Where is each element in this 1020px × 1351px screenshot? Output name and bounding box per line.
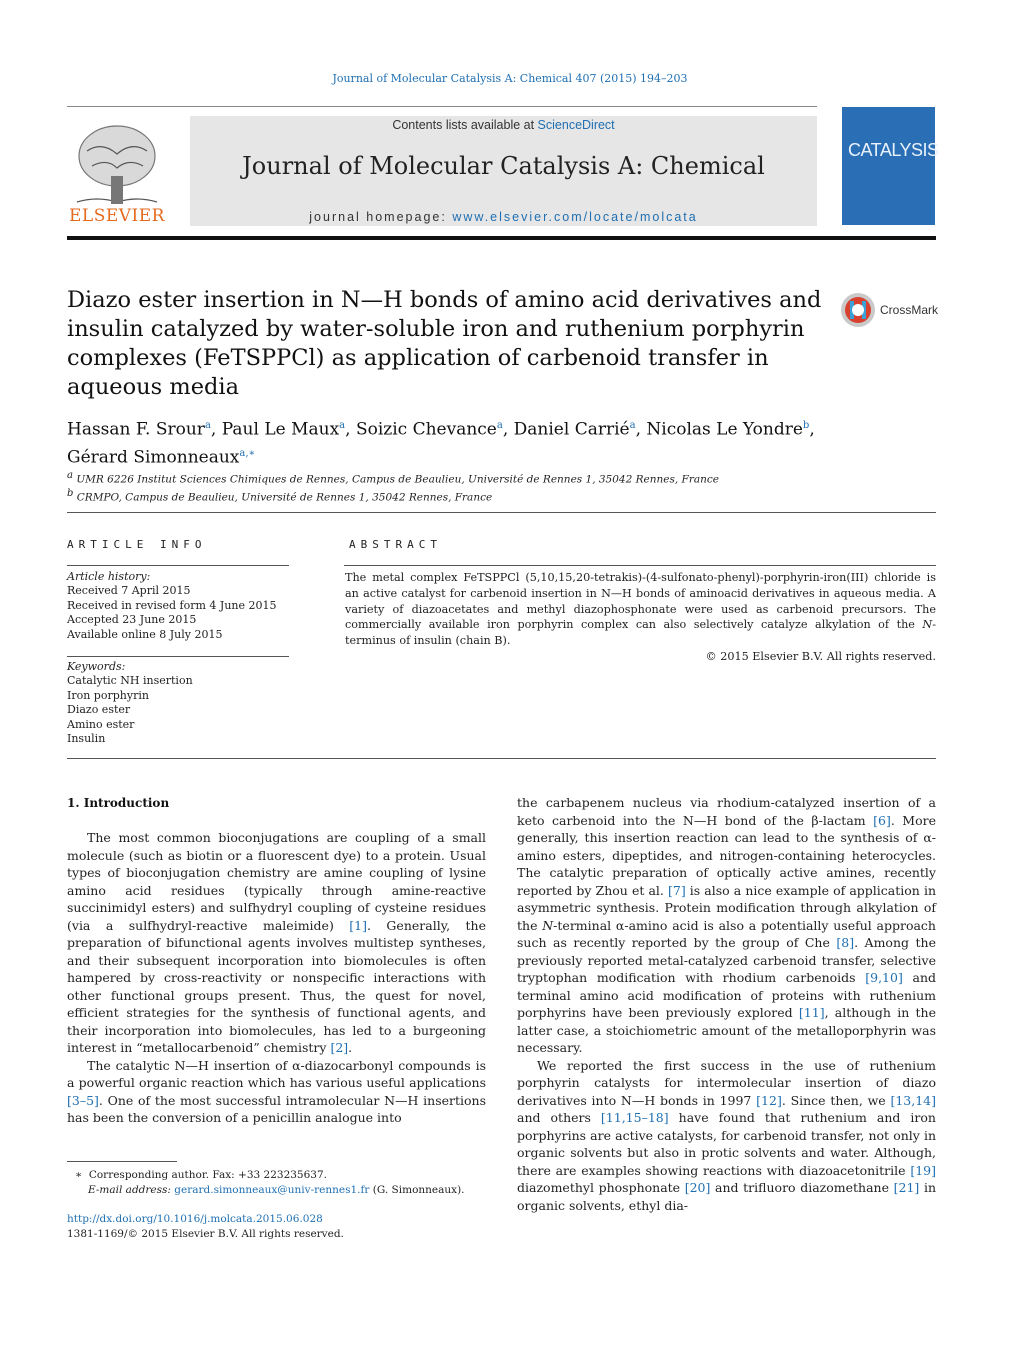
- citation-link[interactable]: [11]: [798, 1005, 825, 1020]
- abstract-italic: N: [922, 618, 933, 632]
- text: .: [348, 1040, 353, 1055]
- affiliation: [67, 469, 937, 487]
- citation-link[interactable]: [13,14]: [890, 1092, 936, 1108]
- email-line: [67, 1183, 486, 1198]
- keyword-items: [67, 674, 289, 746]
- paragraph: [517, 1057, 936, 1215]
- citation-link[interactable]: [3–5]: [67, 1092, 99, 1108]
- article-title: Diazo ester insertion in N—H bonds of amino acid derivatives and insulin catalyzed by water-soluble iron and ruthenium porphyrin complexes (FeTSPPCl) as application of carbenoid transfer in aqueous media: [67, 287, 822, 400]
- masthead-divider: [67, 236, 936, 240]
- email-suffix: (G. Simonneaux).: [369, 1183, 465, 1196]
- paragraph: [517, 794, 936, 1057]
- text: . Among the previously reported metal-catalyzed carbenoid transfer, selective tryptophan modification with rhodium carbenoids: [517, 935, 936, 985]
- doi-block: [67, 1212, 344, 1241]
- homepage-prefix: journal homepage:: [309, 210, 453, 224]
- history-item: Accepted 23 June 2015: [67, 613, 197, 627]
- citation-link[interactable]: [2]: [330, 1040, 349, 1055]
- email-link[interactable]: gerard.simonneaux@univ-rennes1.fr: [174, 1183, 370, 1196]
- author-separator: ,: [345, 419, 356, 440]
- author-name: Nicolas Le Yondre: [646, 419, 803, 440]
- text: -terminal α-amino acid is also a potentially useful approach such as recently reported by the group of Che: [517, 917, 936, 950]
- abstract-rule: [344, 565, 936, 566]
- author-list: [67, 414, 937, 469]
- author-name: Soizic Chevance: [355, 419, 497, 440]
- corresponding-author: Corresponding author. Fax: +33 223235637.: [88, 1169, 327, 1181]
- history-item: Received 7 April 2015: [67, 584, 191, 598]
- journal-reference[interactable]: Journal of Molecular Catalysis A: Chemical 407 (2015) 194–203: [332, 72, 688, 85]
- author-separator: ,: [210, 419, 222, 440]
- text: and others: [517, 1110, 601, 1125]
- text: and trifluoro diazomethane: [710, 1180, 894, 1195]
- body-column-left: [67, 829, 486, 1127]
- top-rule: [67, 106, 817, 107]
- history-item: Available online 8 July 2015: [67, 627, 223, 641]
- text: the carbapenem nucleus via rhodium-catalyzed insertion of a keto carbenoid into the N—H bond of the β-lactam: [517, 795, 936, 828]
- text: We reported the first success in the use of ruthenium porphyrin catalysts for intermolecular insertion of diazo derivatives into N—H bonds in 1997: [517, 1057, 936, 1108]
- citation-link[interactable]: [11,15–18]: [600, 1110, 669, 1125]
- doi-link[interactable]: http://dx.doi.org/10.1016/j.molcata.2015.06.028: [67, 1213, 323, 1225]
- contents-line: [190, 118, 817, 132]
- text: diazomethyl phosphonate: [517, 1180, 685, 1195]
- footnote: [67, 1168, 486, 1197]
- text: . Generally, the preparation of bifunctional agents involves multistep syntheses, and their subsequent incorporation into biomolecules is often hampered by cross-reactivity or nonspecific interactions with other functional groups present. Thus, the quest for novel, efficient strategies for the synthesis of functional agents, and their incorporation into biomolecules, has led to a burgeoning interest in “metallocarbenoid” chemistry: [67, 917, 486, 1055]
- author-name: Paul Le Maux: [221, 419, 340, 440]
- footnote-rule: [67, 1161, 177, 1162]
- copyright: © 2015 Elsevier B.V. All rights reserved.: [705, 650, 936, 663]
- history-items: [67, 584, 289, 642]
- keyword-item: Insulin: [67, 732, 106, 746]
- article-history: [67, 570, 289, 642]
- text: in organic solvents, ethyl dia-: [517, 1180, 936, 1213]
- section-rule: [67, 758, 936, 759]
- keyword-item: Iron porphyrin: [67, 688, 149, 702]
- author-affiliation-mark[interactable]: a: [339, 420, 346, 431]
- author-affiliation-mark[interactable]: a: [496, 420, 503, 431]
- affiliation-mark: a: [67, 470, 73, 481]
- affiliation-text: CRMPO, Campus de Beaulieu, Université de Rennes 1, 35042 Rennes, France: [76, 491, 493, 504]
- cover-title-text: CATALYSIS: [848, 140, 939, 160]
- author-separator: ,: [635, 419, 647, 440]
- affiliation-text: UMR 6226 Institut Sciences Chimiques de Rennes, Campus de Beaulieu, Université de Rennes 1, 35042 Rennes, France: [76, 473, 719, 486]
- contents-prefix: Contents lists available at: [392, 118, 538, 132]
- text: . One of the most successful intramolecular N—H insertions has been the conversion of a penicillin analogue into: [67, 1092, 486, 1125]
- keywords-block: [67, 660, 289, 746]
- author-separator: ,: [502, 419, 514, 440]
- footnote-mark: ∗: [75, 1169, 83, 1181]
- article-info-heading: ARTICLE INFO: [67, 538, 207, 551]
- text: and terminal amino acid modification of proteins with ruthenium porphyrins have been previously explored: [517, 970, 937, 1020]
- author-name: Hassan F. Srour: [67, 419, 205, 440]
- citation-link[interactable]: [19]: [910, 1162, 936, 1178]
- crossmark-label[interactable]: CrossMark: [880, 303, 939, 317]
- citation-link[interactable]: [21]: [893, 1180, 920, 1195]
- author-name: Daniel Carrié: [513, 419, 630, 440]
- citation-link[interactable]: [8]: [836, 935, 855, 950]
- citation-link[interactable]: [9,10]: [865, 970, 903, 985]
- text: . Since then, we: [781, 1092, 891, 1108]
- journal-title: Journal of Molecular Catalysis A: Chemical: [242, 152, 765, 180]
- author-affiliation-mark[interactable]: a: [629, 420, 636, 431]
- affiliations: [67, 469, 937, 505]
- paragraph: [67, 1057, 486, 1127]
- sciencedirect-link[interactable]: ScienceDirect: [537, 118, 615, 132]
- homepage-link[interactable]: www.elsevier.com/locate/molcata: [452, 210, 698, 224]
- text: is also a nice example of application in asymmetric synthesis. Protein modification through alkylation of the: [517, 882, 936, 933]
- history-item: Received in revised form 4 June 2015: [67, 598, 277, 612]
- article-info-rule: [67, 565, 289, 566]
- text: The most common bioconjugations are coupling of a small molecule (such as biotin or a fluorescent dye) to a protein. Usual types of bioconjugation chemistry are amine coupling of lysine amino acid residues (typically through amine-reactive succinimidyl esters) and sulfhydryl coupling of cysteine residues (via a sulfhydryl-reactive maleimide): [67, 830, 486, 933]
- citation-link[interactable]: [1]: [349, 917, 367, 933]
- citation-link[interactable]: [12]: [756, 1092, 782, 1108]
- affiliation: [67, 487, 937, 505]
- author-name: Gérard Simonneaux: [67, 447, 240, 468]
- author-affiliation-mark[interactable]: a,∗: [239, 447, 256, 459]
- keywords-rule: [67, 656, 289, 657]
- email-label: E-mail address:: [88, 1183, 175, 1196]
- author-affiliation-mark[interactable]: b: [802, 420, 810, 431]
- text: have found that ruthenium and iron porphyrins are active catalysts, for carbenoid transfer, not only in organic solvents but also in protic solvents and water. Although, there are examples showing reactions with diazoacetonitrile: [517, 1110, 936, 1178]
- issn-line: 1381-1169/© 2015 Elsevier B.V. All rights reserved.: [67, 1227, 344, 1240]
- crossmark-icon[interactable]: [840, 292, 876, 328]
- section-rule: [67, 512, 936, 513]
- text: N: [542, 917, 554, 933]
- text: . More generally, this insertion reaction can lead to the synthesis of α-amino esters, dipeptides, and nitrogen-containing heterocycles. The catalytic preparation of optically active amines, recently reported by Zhou et al.: [517, 812, 936, 898]
- abstract-part: -terminus of insulin (chain B).: [345, 618, 936, 648]
- affiliation-mark: b: [67, 488, 74, 499]
- keyword-item: Diazo ester: [67, 703, 131, 717]
- body-column-right: [517, 794, 936, 1214]
- abstract-heading: ABSTRACT: [349, 538, 442, 551]
- keywords-label: Keywords:: [67, 660, 126, 673]
- keyword-item: Amino ester: [67, 717, 135, 731]
- keyword-item: Catalytic NH insertion: [67, 674, 193, 688]
- citation-link[interactable]: [6]: [873, 812, 891, 828]
- corresponding-line: [67, 1168, 486, 1183]
- paragraph: [67, 829, 486, 1057]
- abstract-text: [345, 570, 936, 649]
- journal-cover-thumbnail[interactable]: [842, 107, 935, 225]
- introduction-heading: 1. Introduction: [67, 796, 170, 810]
- citation-link[interactable]: [20]: [684, 1180, 711, 1195]
- citation-link[interactable]: [7]: [667, 882, 686, 898]
- author-separator: ,: [809, 419, 815, 440]
- abstract-part: The metal complex FeTSPPCl (5,10,15,20-tetrakis)-(4-sulfonato-phenyl)-porphyrin-iron(III) chloride is an active catalyst for carbenoid insertion in N—H bonds of aminoacid derivatives in aqueous media. A variety of diazoacetates and methyl diazophosphonate were used as carbenoid precursors. The commercially available iron porphyrin complex can also selectively catalyze alkylation of the: [345, 571, 936, 632]
- homepage-line: [190, 210, 817, 224]
- history-label: Article history:: [67, 570, 151, 583]
- text: , although in the latter case, a stoichiometric amount of the metalloporphyrin was necessary.: [517, 1005, 936, 1055]
- author-affiliation-mark[interactable]: a: [204, 420, 211, 431]
- elsevier-wordmark: ELSEVIER: [69, 206, 165, 226]
- text: The catalytic N—H insertion of α-diazocarbonyl compounds is a powerful organic reaction which has various useful applications: [67, 1057, 486, 1090]
